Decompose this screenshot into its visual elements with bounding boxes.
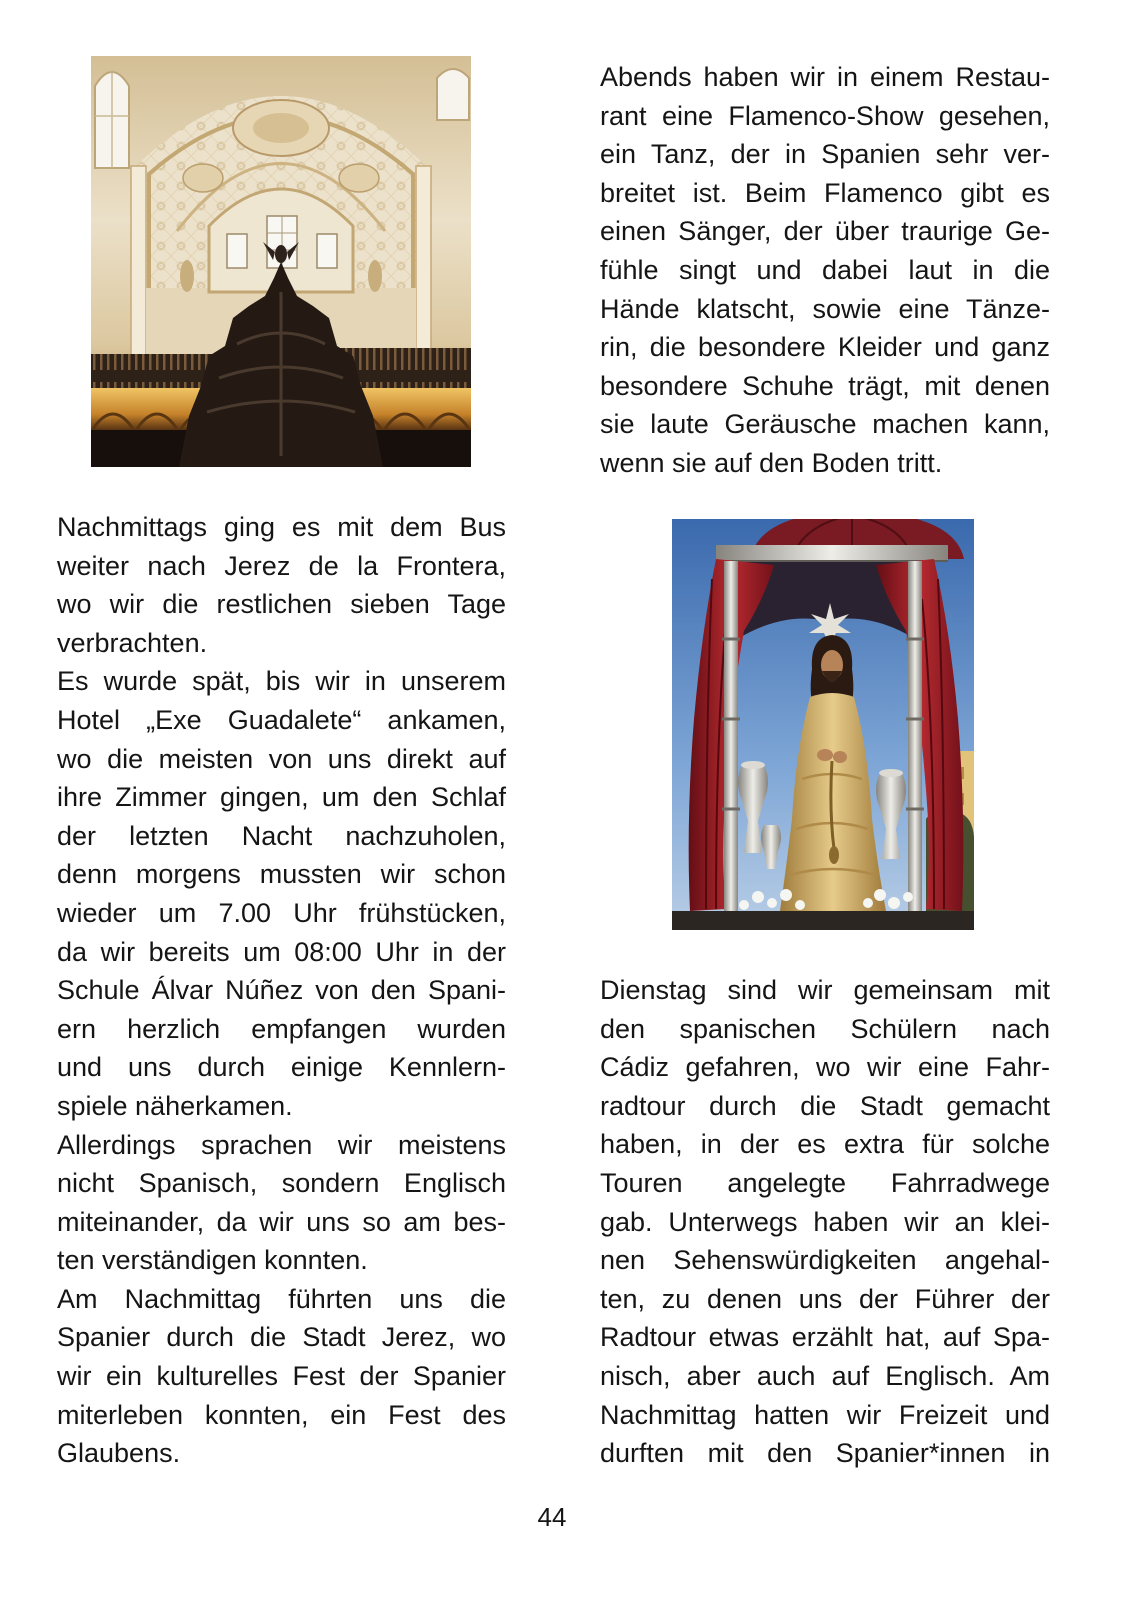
text-line: durften mit den Spanier*innen in <box>600 1438 1050 1469</box>
ceiling-medallion-center <box>253 113 309 143</box>
right-candle-cup <box>879 769 903 777</box>
text-line: miterleben konnten, ein Fest des <box>57 1399 506 1430</box>
text-line: nisch, aber auch auf Englisch. Am <box>600 1360 1050 1391</box>
figure-left-hand <box>817 749 833 761</box>
text-line: Spanier durch die Stadt Jerez, wo <box>57 1322 506 1353</box>
right-upper-window <box>437 69 469 120</box>
text-line: der letzten Nacht nachzuholen, <box>57 820 506 851</box>
text-line: fühle singt und dabei laut in die <box>600 254 1050 285</box>
text-line: Abends haben wir in einem Restau- <box>600 62 1050 92</box>
text-line: weiter nach Jerez de la Frontera, <box>57 550 506 581</box>
left-silver-pillar <box>724 561 738 911</box>
text-line: nen Sehenswürdigkeiten angehal- <box>600 1245 1050 1276</box>
text-line: einen Sänger, der über traurige Ge- <box>600 216 1050 247</box>
text-line: Radtour etwas erzählt hat, auf Spa- <box>600 1322 1050 1353</box>
ceiling-medallion-right <box>339 164 379 192</box>
text-line: sie laute Geräusche machen kann, <box>600 409 1050 440</box>
left-column-text <box>57 508 506 1473</box>
page-number: 44 <box>537 1502 567 1532</box>
text-line: spiele näherkamen. <box>57 1090 293 1121</box>
left-wall-statue <box>180 260 194 292</box>
text-line: da wir bereits um 08:00 Uhr in der <box>57 936 506 967</box>
cathedral-interior-photo <box>91 56 471 467</box>
text-line: Hotel „Exe Guadalete“ ankamen, <box>57 704 506 735</box>
text-line: rant eine Flamenco-Show gesehen, <box>600 100 1050 131</box>
text-line: verbrachten. <box>57 627 208 658</box>
text-line: ten, zu denen uns der Führer der <box>600 1283 1050 1314</box>
text-line: Nachmittag hatten wir Freizeit und <box>600 1399 1050 1430</box>
right-wall-statue <box>368 260 382 292</box>
float-base <box>672 911 974 930</box>
figure-right-hand <box>833 751 847 763</box>
left-candle-cup <box>741 761 765 769</box>
text-line: und uns durch einige Kennlern- <box>57 1052 506 1083</box>
text-line: rin, die besondere Kleider und ganz <box>600 332 1050 363</box>
text-line: nicht Spanisch, sondern Englisch <box>57 1168 506 1199</box>
text-line: haben, in der es extra für solche <box>600 1129 1050 1160</box>
left-lunette-window <box>227 234 247 268</box>
text-line: Cádiz gefahren, wo wir eine Fahr- <box>600 1052 1050 1083</box>
cord-tassel <box>829 846 839 864</box>
canopy-silver-frame <box>716 545 948 561</box>
text-line: ern herzlich empfangen wurden <box>57 1013 506 1044</box>
text-line: Es wurde spät, bis wir in unserem <box>57 666 506 697</box>
right-pilaster <box>416 166 431 356</box>
text-line: Hände klatscht, sowie eine Tänze- <box>600 293 1050 324</box>
ceiling-medallion-left <box>183 164 223 192</box>
right-silver-pillar <box>908 561 922 911</box>
right-lunette-window <box>317 234 337 268</box>
text-line: den spanischen Schülern nach <box>600 1013 1050 1044</box>
choir-top-statue <box>275 245 287 263</box>
text-line: ihre Zimmer gingen, um den Schlaf <box>57 782 506 813</box>
text-line: wieder um 7.00 Uhr frühstücken, <box>57 897 506 928</box>
text-line: Schule Álvar Núñez von den Spani- <box>57 975 506 1006</box>
text-line: Touren angelegte Fahrradwege <box>600 1167 1050 1198</box>
left-pilaster <box>131 166 146 356</box>
cathedral-photo-graphic <box>91 56 471 467</box>
text-line: besondere Schuhe trägt, mit denen <box>600 370 1050 401</box>
text-line: gab. Unterwegs haben wir an klei- <box>600 1206 1050 1237</box>
text-line: denn morgens mussten wir schon <box>57 859 506 890</box>
procession-statue-photo <box>672 519 974 930</box>
text-line: Dienstag sind wir gemeinsam mit <box>600 975 1050 1005</box>
text-line: miteinander, da wir uns so am bes- <box>57 1206 506 1237</box>
right-column-bottom-text <box>600 971 1050 1473</box>
text-line: breitet ist. Beim Flamenco gibt es <box>600 177 1050 208</box>
text-line: Nachmittags ging es mit dem Bus <box>57 512 506 542</box>
text-line: wo die meisten von uns direkt auf <box>57 743 506 774</box>
text-line: Glaubens. <box>57 1438 181 1469</box>
procession-photo-graphic <box>672 519 974 930</box>
right-column-top-text <box>600 58 1050 483</box>
text-line: radtour durch die Stadt gemacht <box>600 1090 1050 1121</box>
text-line: Allerdings sprachen wir meistens <box>57 1129 506 1160</box>
text-line: ein Tanz, der in Spanien sehr ver- <box>600 139 1050 170</box>
text-line: wo wir die restlichen sieben Tage <box>57 589 506 620</box>
text-line: ten verständigen konnten. <box>57 1245 368 1276</box>
text-line: wenn sie auf den Boden tritt. <box>600 447 943 478</box>
text-line: Am Nachmittag führten uns die <box>57 1283 506 1314</box>
text-line: wir ein kulturelles Fest der Spanier <box>57 1361 506 1392</box>
